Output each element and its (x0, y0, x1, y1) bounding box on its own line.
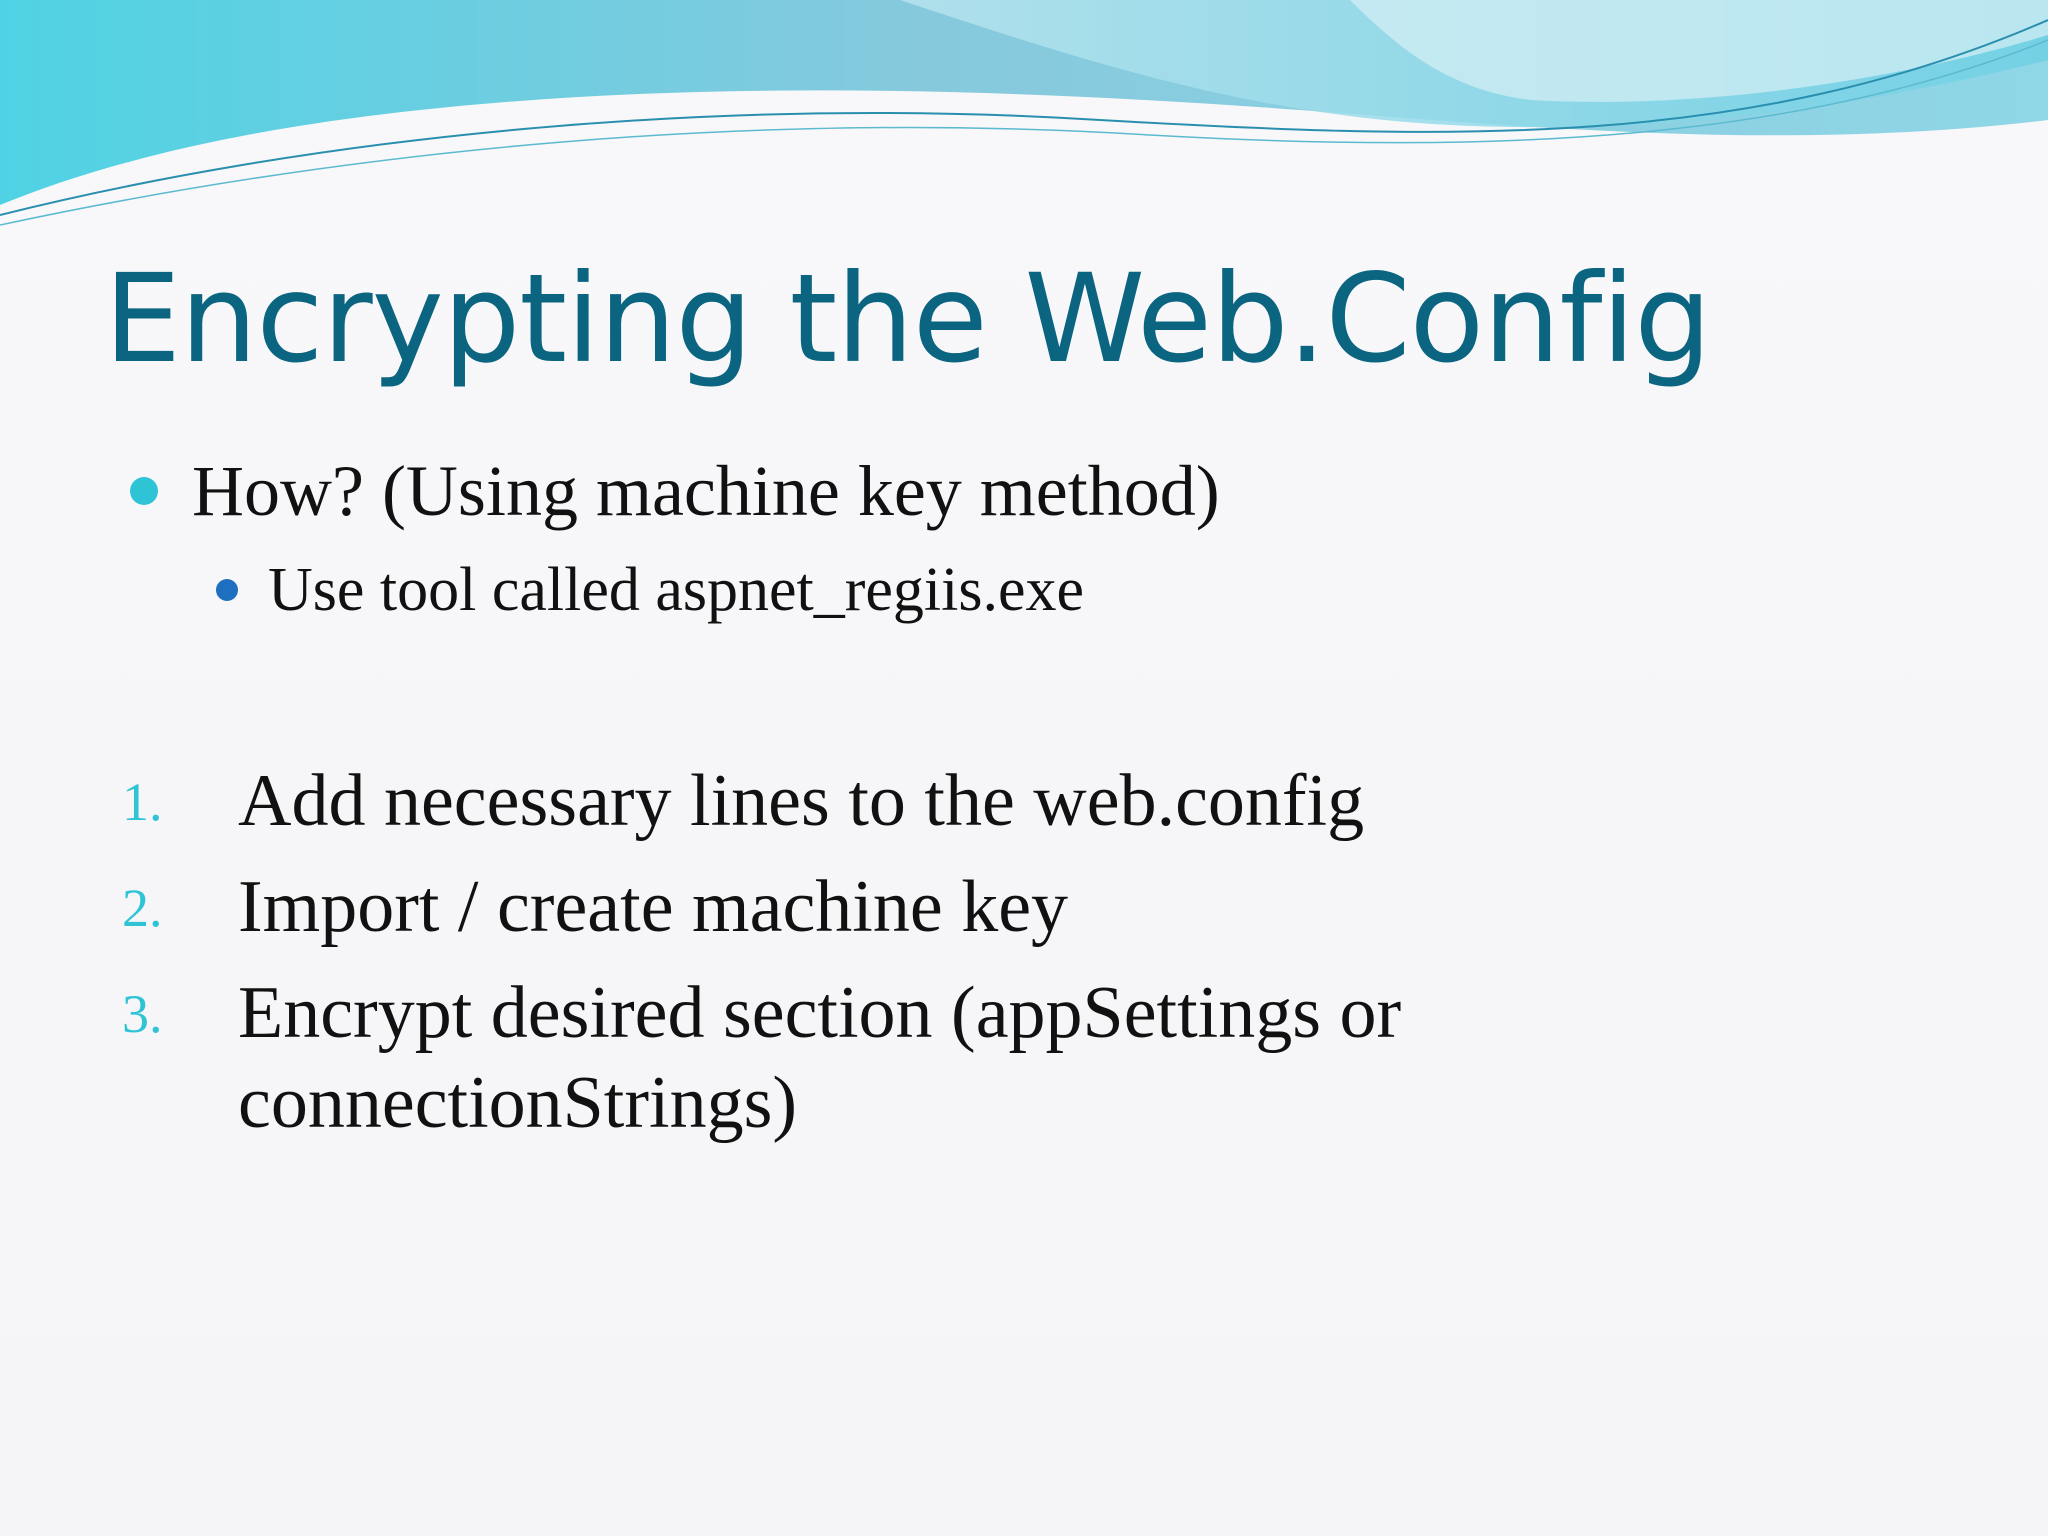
step-number: 1. (122, 772, 163, 832)
bullet-text: How? (Using machine key method) (192, 450, 1220, 531)
sub-bullet-item (216, 548, 1084, 632)
header-wave-decoration (0, 0, 2048, 240)
numbered-step (122, 962, 1528, 1148)
step-text: Add necessary lines to the web.config (238, 760, 1365, 842)
step-text: Import / create machine key (238, 866, 1069, 948)
step-number: 3. (122, 984, 163, 1044)
sub-bullet-text: Use tool called aspnet_regiis.exe (268, 555, 1085, 624)
step-number: 2. (122, 878, 163, 938)
bullet-dot-icon (130, 477, 158, 505)
sub-bullet-dot-icon (216, 579, 238, 601)
bullet-item (130, 446, 1220, 536)
numbered-step (122, 750, 1638, 854)
step-text: Encrypt desired section (appSettings or connectionStrings) (238, 972, 1402, 1144)
slide-title: Encrypting the Web.Config (104, 248, 1711, 390)
numbered-step (122, 856, 1638, 960)
